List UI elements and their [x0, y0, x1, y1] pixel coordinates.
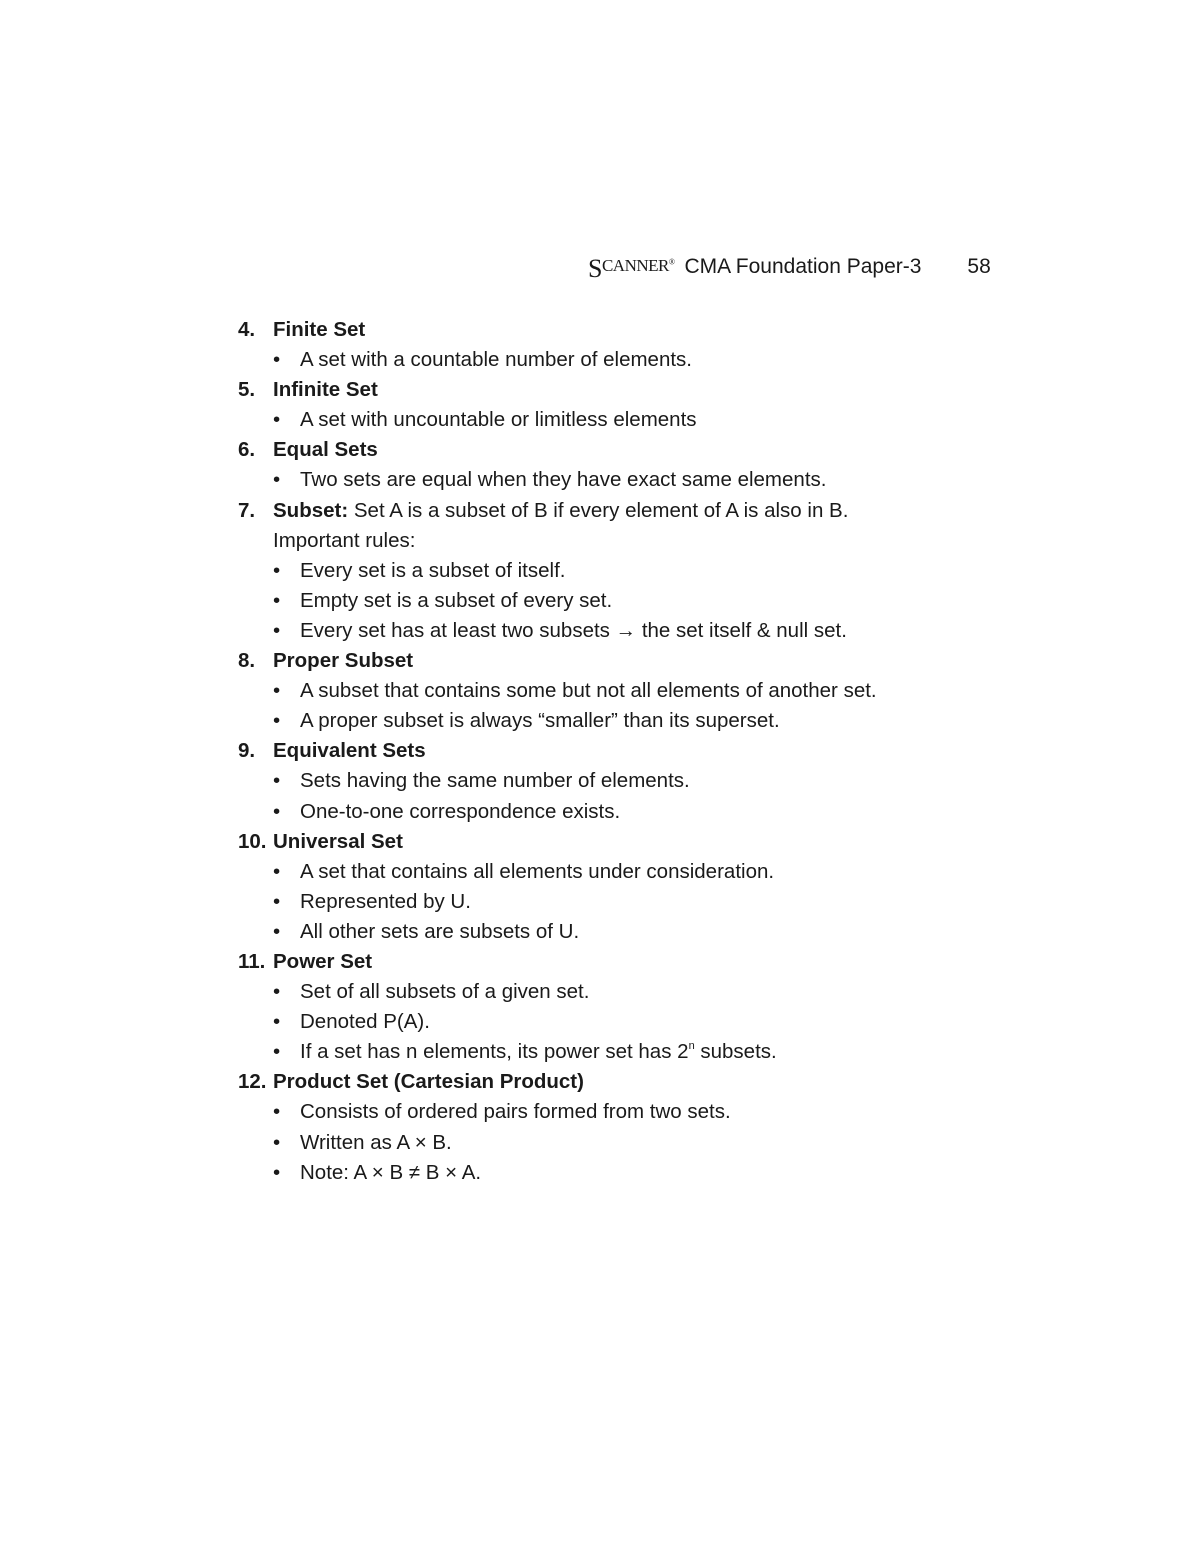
list-item: • A set that contains all elements under consideration.	[238, 857, 958, 887]
bullet-icon: •	[273, 980, 281, 1004]
list-item: • Represented by U.	[238, 887, 958, 917]
page-header	[588, 252, 991, 282]
section-title: Product Set (Cartesian Product)	[273, 1070, 584, 1094]
section-title: Power Set	[273, 949, 373, 973]
section-product-set: 12. Product Set (Cartesian Product) • Consists of ordered pairs formed from two sets. • Written as A × B. • Note: A × B ≠ B × A.	[238, 1067, 958, 1187]
bullet-icon: •	[273, 588, 281, 612]
list-item: • Every set has at least two subsets → the set itself & null set.	[238, 616, 958, 646]
list-item: • Consists of ordered pairs formed from two sets.	[238, 1097, 958, 1127]
scanner-logo: SCANNER®	[588, 254, 675, 283]
list-item: • If a set has n elements, its power set has 2$^n$ subsets.	[238, 1037, 958, 1067]
list-item: • Set of all subsets of a given set.	[238, 977, 958, 1007]
bullet-icon: •	[273, 679, 281, 703]
bullet-icon: •	[273, 769, 281, 793]
bullet-icon: •	[273, 709, 281, 733]
list-item: • A subset that contains some but not all elements of another set.	[238, 676, 958, 706]
bullet-icon: •	[273, 1160, 281, 1184]
document-body	[238, 315, 958, 1188]
section-universal-set: 10. Universal Set • A set that contains all elements under consideration. • Represented by U. • All other sets are subsets of U.	[238, 827, 958, 947]
bullet-icon: •	[273, 618, 281, 642]
list-item: • Empty set is a subset of every set.	[238, 586, 958, 616]
section-finite-set: 4. Finite Set • A set with a countable number of elements.	[238, 315, 958, 375]
section-proper-subset: 8. Proper Subset • A subset that contains some but not all elements of another set. • A proper subset is always “smaller” than its superset.	[238, 646, 958, 736]
bullet-icon: •	[273, 348, 281, 372]
section-infinite-set: 5. Infinite Set • A set with uncountable or limitless elements	[238, 375, 958, 435]
list-item: • A set with a countable number of elements.	[238, 345, 958, 375]
section-equal-sets: 6. Equal Sets • Two sets are equal when they have exact same elements.	[238, 435, 958, 495]
bullet-icon: •	[273, 919, 281, 943]
bullet-icon: •	[273, 558, 281, 582]
bullet-icon: •	[273, 1040, 281, 1064]
section-title: Infinite Set	[273, 378, 378, 402]
bullet-icon: •	[273, 1010, 281, 1034]
list-item: • Denoted P(A).	[238, 1007, 958, 1037]
section-definition: Set A is a subset of B if every element of A is also in B.	[348, 498, 849, 522]
list-item: • Note: A × B ≠ B × A.	[238, 1158, 958, 1188]
section-title: Universal Set	[273, 829, 403, 853]
section-equivalent-sets: 9. Equivalent Sets • Sets having the same number of elements. • One-to-one correspondence exists.	[238, 736, 958, 826]
list-item: • All other sets are subsets of U.	[238, 917, 958, 947]
list-item: • Every set is a subset of itself.	[238, 556, 958, 586]
bullet-icon: •	[273, 889, 281, 913]
bullet-icon: •	[273, 1130, 281, 1154]
list-item: • Two sets are equal when they have exact same elements.	[238, 465, 958, 495]
section-subset: 7. Subset: Set A is a subset of B if every element of A is also in B. Important rules: • Every set is a subset of itself. • Empty set is a subset of every set. • Every set has at least two subsets → the set itself & null set.	[238, 496, 958, 646]
section-title: Equivalent Sets	[273, 739, 426, 763]
section-power-set: 11. Power Set • Set of all subsets of a given set. • Denoted P(A). • If a set has n elements, its power set has 2$^n$ subsets.	[238, 947, 958, 1067]
section-title: Finite Set	[273, 318, 366, 341]
bullet-icon: •	[273, 1100, 281, 1124]
bullet-icon: •	[273, 859, 281, 883]
page-number: 58	[967, 255, 991, 278]
rules-label: Important rules:	[273, 528, 416, 552]
list-item: • A proper subset is always “smaller” than its superset.	[238, 706, 958, 736]
section-title: Proper Subset	[273, 649, 414, 673]
section-title: Equal Sets	[273, 438, 378, 462]
list-item: • One-to-one correspondence exists.	[238, 797, 958, 827]
bullet-icon: •	[273, 468, 281, 492]
list-item: • Sets having the same number of elements.	[238, 766, 958, 796]
bullet-icon: •	[273, 799, 281, 823]
bullet-icon: •	[273, 408, 281, 432]
list-item: • Written as A × B.	[238, 1128, 958, 1158]
list-item: • A set with uncountable or limitless elements	[238, 405, 958, 435]
section-title: Subset:	[273, 498, 349, 522]
paper-title: CMA Foundation Paper-3	[684, 255, 922, 278]
